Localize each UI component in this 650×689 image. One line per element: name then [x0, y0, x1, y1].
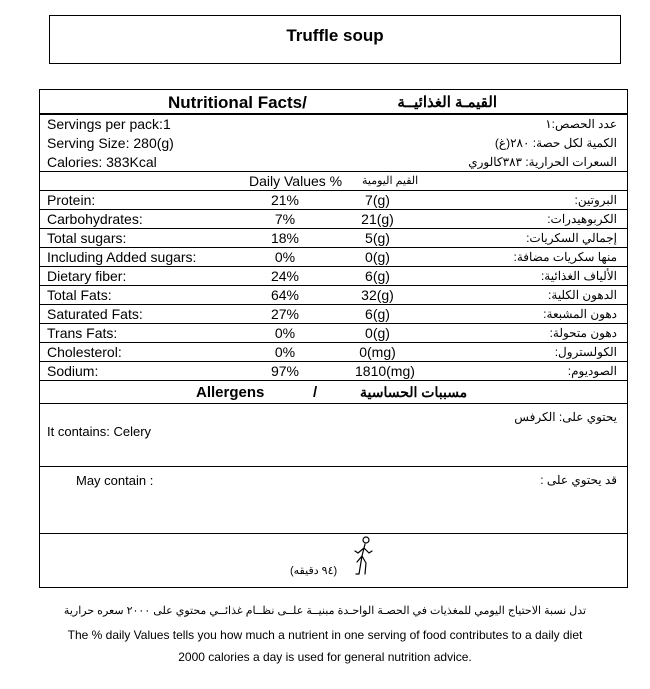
- serving-size-ar: الكمية لكل حصة: ٢٨٠(غ): [494, 136, 617, 150]
- nutrient-percent: 21%: [270, 192, 300, 208]
- nutrient-row: [40, 286, 627, 305]
- footer-note-en-line1: The % daily Values tells you how much a nutrient in one serving of food contributes to a daily diet: [67, 628, 583, 642]
- nutrient-name: Total Fats:: [47, 287, 112, 303]
- nutrient-percent: 7%: [274, 211, 296, 227]
- serving-info: [40, 115, 627, 172]
- nutrient-row: [40, 248, 627, 267]
- nutrient-percent: 0%: [274, 344, 296, 360]
- serving-size: [40, 134, 627, 153]
- nutrient-amount: 5(g): [365, 230, 390, 246]
- nutrient-name-ar: البروتين:: [574, 193, 617, 207]
- nutrient-amount: 0(g): [365, 325, 390, 341]
- daily-values-en: Daily Values %: [249, 173, 343, 189]
- daily-values-ar: القيم اليومية: [362, 175, 419, 187]
- footer-note-ar: تدل نسبة الاحتياج اليومي للمغذيات في الحصـة الواحـدة مبنيــة علــى نظــام غذائــي محتوي على ٢٠٠٠ سعره حرارية: [63, 605, 587, 617]
- nutrient-name: Protein:: [47, 192, 96, 208]
- nutrient-name-ar: دهون متحولة:: [549, 326, 617, 340]
- allergens-separator: /: [313, 384, 318, 401]
- product-title: Truffle soup: [286, 26, 384, 45]
- servings-per-pack: [40, 115, 627, 134]
- nutrient-row: [40, 210, 627, 229]
- nutrient-name: Cholesterol:: [47, 344, 122, 360]
- serving-size-en: Serving Size: 280(g): [47, 135, 174, 151]
- facts-header: [40, 90, 627, 115]
- nutrient-name-ar: الصوديوم:: [567, 364, 617, 378]
- calories-en: Calories: 383Kcal: [47, 154, 157, 170]
- nutrient-row: [40, 229, 627, 248]
- calories-ar: السعرات الحرارية: ٣٨٣كالوري: [468, 155, 617, 169]
- nutrient-name-ar: الألياف الغذائية:: [540, 269, 617, 283]
- servings-per-pack-en: Servings per pack:1: [47, 116, 171, 132]
- nutrient-amount: 7(g): [365, 192, 390, 208]
- nutrient-row: [40, 305, 627, 324]
- daily-values-header: [40, 172, 627, 191]
- nutrient-row: [40, 362, 627, 381]
- nutrient-amount: 21(g): [361, 211, 394, 227]
- nutrient-amount: 0(mg): [359, 344, 396, 360]
- may-contain-ar: قد يحتوي على :: [540, 473, 617, 487]
- walk-time: (٩٤ دقيقه): [290, 565, 338, 577]
- walk-box: [40, 534, 627, 588]
- calories: [40, 153, 627, 172]
- title-box: [49, 15, 621, 64]
- walking-person-icon: [352, 536, 376, 576]
- facts-header-en: Nutritional Facts/: [168, 93, 307, 112]
- nutrition-label: [39, 89, 628, 588]
- nutrient-name-ar: إجمالي السكريات:: [526, 231, 617, 245]
- nutrient-row: [40, 343, 627, 362]
- nutrient-percent: 18%: [270, 230, 300, 246]
- nutrient-percent: 64%: [270, 287, 300, 303]
- contains-en: It contains: Celery: [47, 424, 152, 439]
- nutrient-percent: 0%: [274, 325, 296, 341]
- nutrient-name-ar: دهون المشبعة:: [543, 307, 617, 321]
- nutrient-percent: 0%: [274, 249, 296, 265]
- nutrient-name: Carbohydrates:: [47, 211, 143, 227]
- nutrient-percent: 27%: [270, 306, 300, 322]
- nutrient-name-ar: الدهون الكلية:: [548, 288, 617, 302]
- nutrient-amount: 6(g): [365, 268, 390, 284]
- nutrient-name: Trans Fats:: [47, 325, 118, 341]
- nutrient-name: Total sugars:: [47, 230, 127, 246]
- nutrient-percent: 24%: [270, 268, 300, 284]
- allergens-ar: مسببات الحساسية: [360, 384, 468, 400]
- nutrient-amount: 1810(mg): [355, 363, 415, 379]
- may-contain-en: May contain :: [76, 473, 154, 488]
- nutrient-name-ar: الكربوهيدرات:: [547, 212, 617, 226]
- nutrient-name-ar: منها سكريات مضافة:: [513, 250, 617, 264]
- nutrient-amount: 0(g): [365, 249, 390, 265]
- nutrient-name: Including Added sugars:: [47, 249, 197, 265]
- footer-note-en-line2: 2000 calories a day is used for general nutrition advice.: [178, 650, 472, 664]
- may-contain-box: [40, 467, 627, 534]
- nutrient-name: Dietary fiber:: [47, 268, 127, 284]
- nutrient-row: [40, 324, 627, 343]
- nutrient-row: [40, 191, 627, 210]
- nutrient-amount: 32(g): [361, 287, 394, 303]
- servings-per-pack-ar: عدد الحصص:١: [545, 117, 617, 131]
- nutrient-name: Saturated Fats:: [47, 306, 143, 322]
- allergens-en: Allergens: [196, 384, 265, 401]
- nutrient-percent: 97%: [270, 363, 300, 379]
- nutrient-name: Sodium:: [47, 363, 99, 379]
- nutrient-amount: 6(g): [365, 306, 390, 322]
- nutrient-name-ar: الكولسترول:: [554, 345, 617, 359]
- nutrient-row: [40, 267, 627, 286]
- allergens-header: [40, 381, 627, 404]
- contains-ar: يحتوي على: الكرفس: [514, 410, 617, 424]
- contains-box: [40, 404, 627, 467]
- facts-header-ar: القيمـة الغذائيــة: [397, 94, 497, 111]
